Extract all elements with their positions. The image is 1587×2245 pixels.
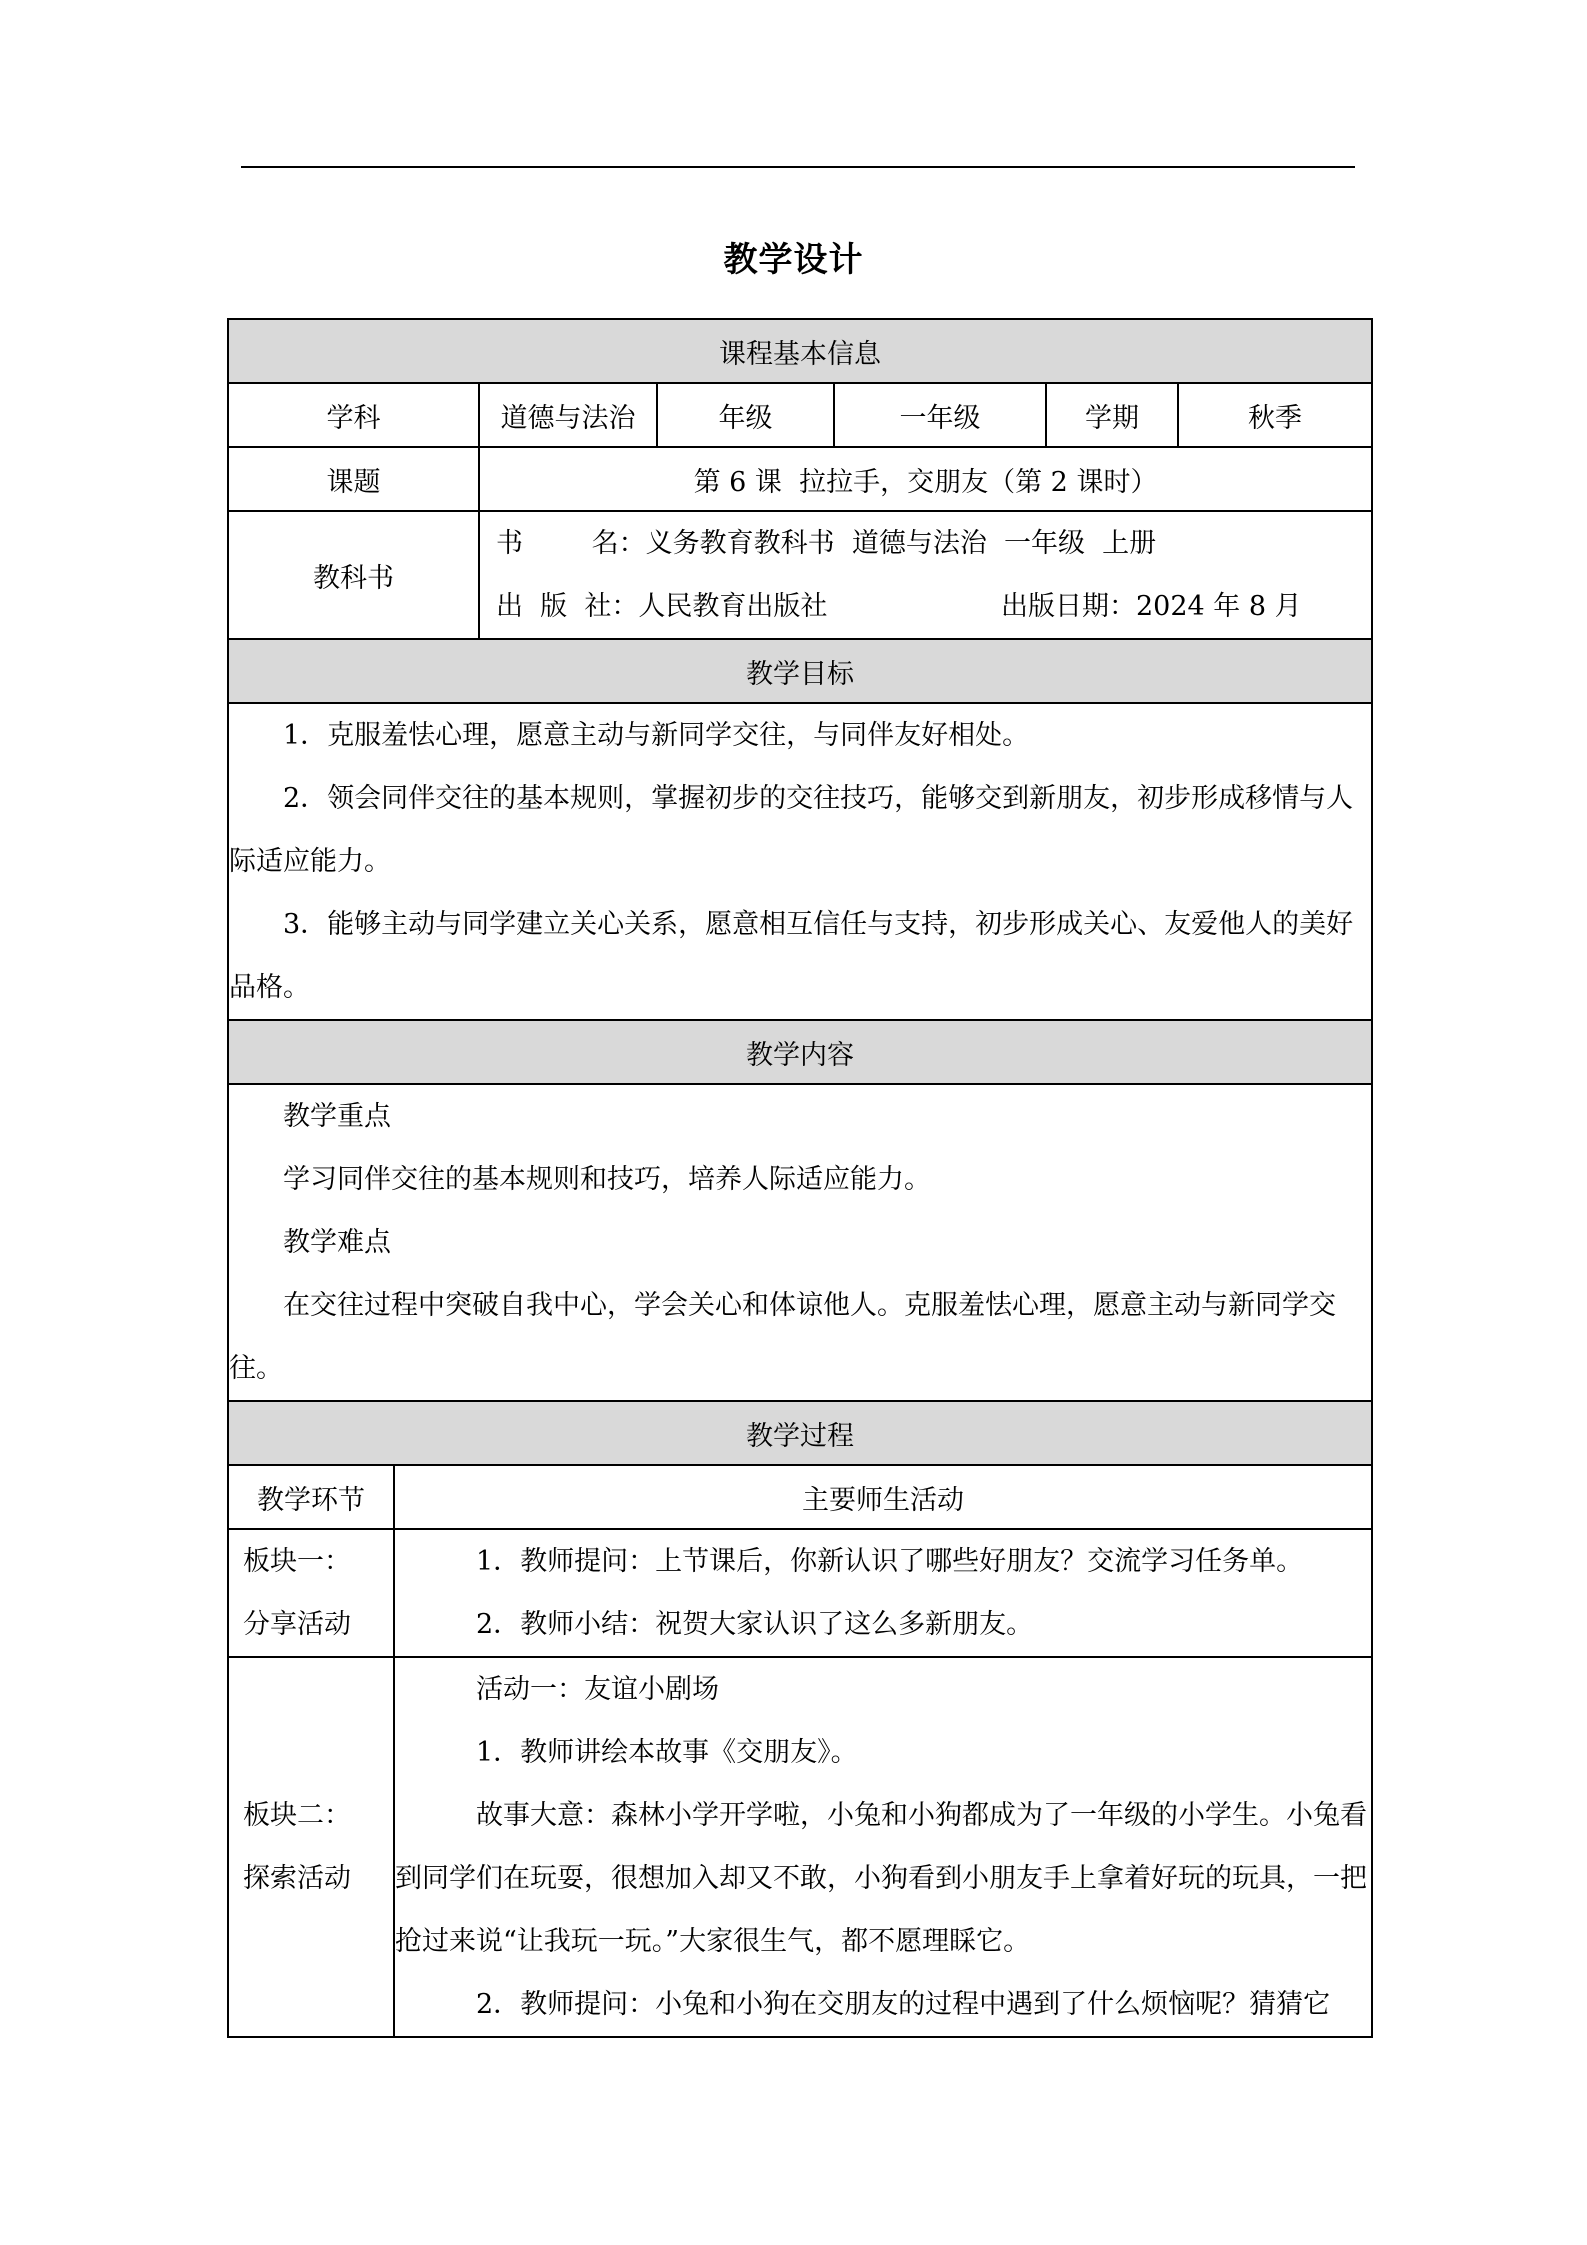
- section-objectives: 教学目标: [228, 639, 1372, 703]
- section-basic-info: 课程基本信息: [228, 319, 1372, 383]
- block2-story: 故事大意：森林小学开学啦，小兔和小狗都成为了一年级的小学生。小兔看到同学们在玩耍，很想加入却又不敢，小狗看到小朋友手上拿着好玩的玩具，一把抢过来说“让我玩一玩。”大家很生气，都不愿理睬它。: [395, 1800, 1367, 1957]
- textbook-label: 教科书: [228, 511, 479, 639]
- subject-label: 学科: [228, 383, 479, 447]
- stage-column-header: 教学环节: [228, 1465, 394, 1529]
- activity-column-header: 主要师生活动: [394, 1465, 1372, 1529]
- block2-name-line1: 板块二：: [243, 1800, 351, 1831]
- block2-activities: [394, 1657, 1372, 2037]
- publisher-line: 出 版 社：人民教育出版社: [496, 591, 828, 622]
- grade-label: 年级: [657, 383, 834, 447]
- objective-item: 3．能够主动与同学建立关心关系，愿意相互信任与支持，初步形成关心、友爱他人的美好品格。: [229, 909, 1354, 1003]
- grade-value: 一年级: [834, 383, 1046, 447]
- block2-stage: [228, 1657, 394, 2037]
- textbook-details: [479, 511, 1372, 639]
- block1-name-line2: 分享活动: [243, 1609, 351, 1640]
- topic-value: 第 6 课 拉拉手，交朋友（第 2 课时）: [479, 447, 1372, 511]
- lesson-plan-table: [227, 318, 1373, 2038]
- header-rule: [241, 166, 1355, 168]
- block2-activity-title: 活动一：友谊小剧场: [476, 1674, 719, 1705]
- topic-label: 课题: [228, 447, 479, 511]
- block1-item: 2．教师小结：祝贺大家认识了这么多新朋友。: [476, 1609, 1034, 1640]
- key-point-text: 学习同伴交往的基本规则和技巧，培养人际适应能力。: [283, 1164, 931, 1195]
- block2-name-line2: 探索活动: [243, 1863, 351, 1894]
- key-point-label: 教学重点: [283, 1101, 391, 1132]
- objective-item: 2．领会同伴交往的基本规则，掌握初步的交往技巧，能够交到新朋友，初步形成移情与人际适应能力。: [229, 783, 1354, 877]
- block1-item: 1．教师提问：上节课后，你新认识了哪些好朋友？交流学习任务单。: [476, 1546, 1304, 1577]
- block2-item: 1．教师讲绘本故事《交朋友》。: [476, 1737, 858, 1768]
- term-label: 学期: [1046, 383, 1178, 447]
- subject-value: 道德与法治: [479, 383, 657, 447]
- section-content: 教学内容: [228, 1020, 1372, 1084]
- block1-activities: [394, 1529, 1372, 1657]
- block1-name-line1: 板块一：: [243, 1546, 351, 1577]
- section-process: 教学过程: [228, 1401, 1372, 1465]
- objectives-body: [228, 703, 1372, 1020]
- book-name-line: 书 名：义务教育教科书 道德与法治 一年级 上册: [496, 528, 1157, 559]
- publish-date-line: 出版日期：2024 年 8 月: [1001, 591, 1302, 622]
- difficulty-label: 教学难点: [283, 1227, 391, 1258]
- block2-item: 2．教师提问：小兔和小狗在交朋友的过程中遇到了什么烦恼呢？猜猜它: [476, 1989, 1331, 2020]
- term-value: 秋季: [1178, 383, 1372, 447]
- content-body: [228, 1084, 1372, 1401]
- block1-stage: [228, 1529, 394, 1657]
- difficulty-text: 在交往过程中突破自我中心，学会关心和体谅他人。克服羞怯心理，愿意主动与新同学交往。: [229, 1290, 1336, 1384]
- objective-item: 1．克服羞怯心理，愿意主动与新同学交往，与同伴友好相处。: [283, 720, 1030, 751]
- document-title: 教学设计: [723, 240, 864, 280]
- publisher-row: [480, 575, 1371, 638]
